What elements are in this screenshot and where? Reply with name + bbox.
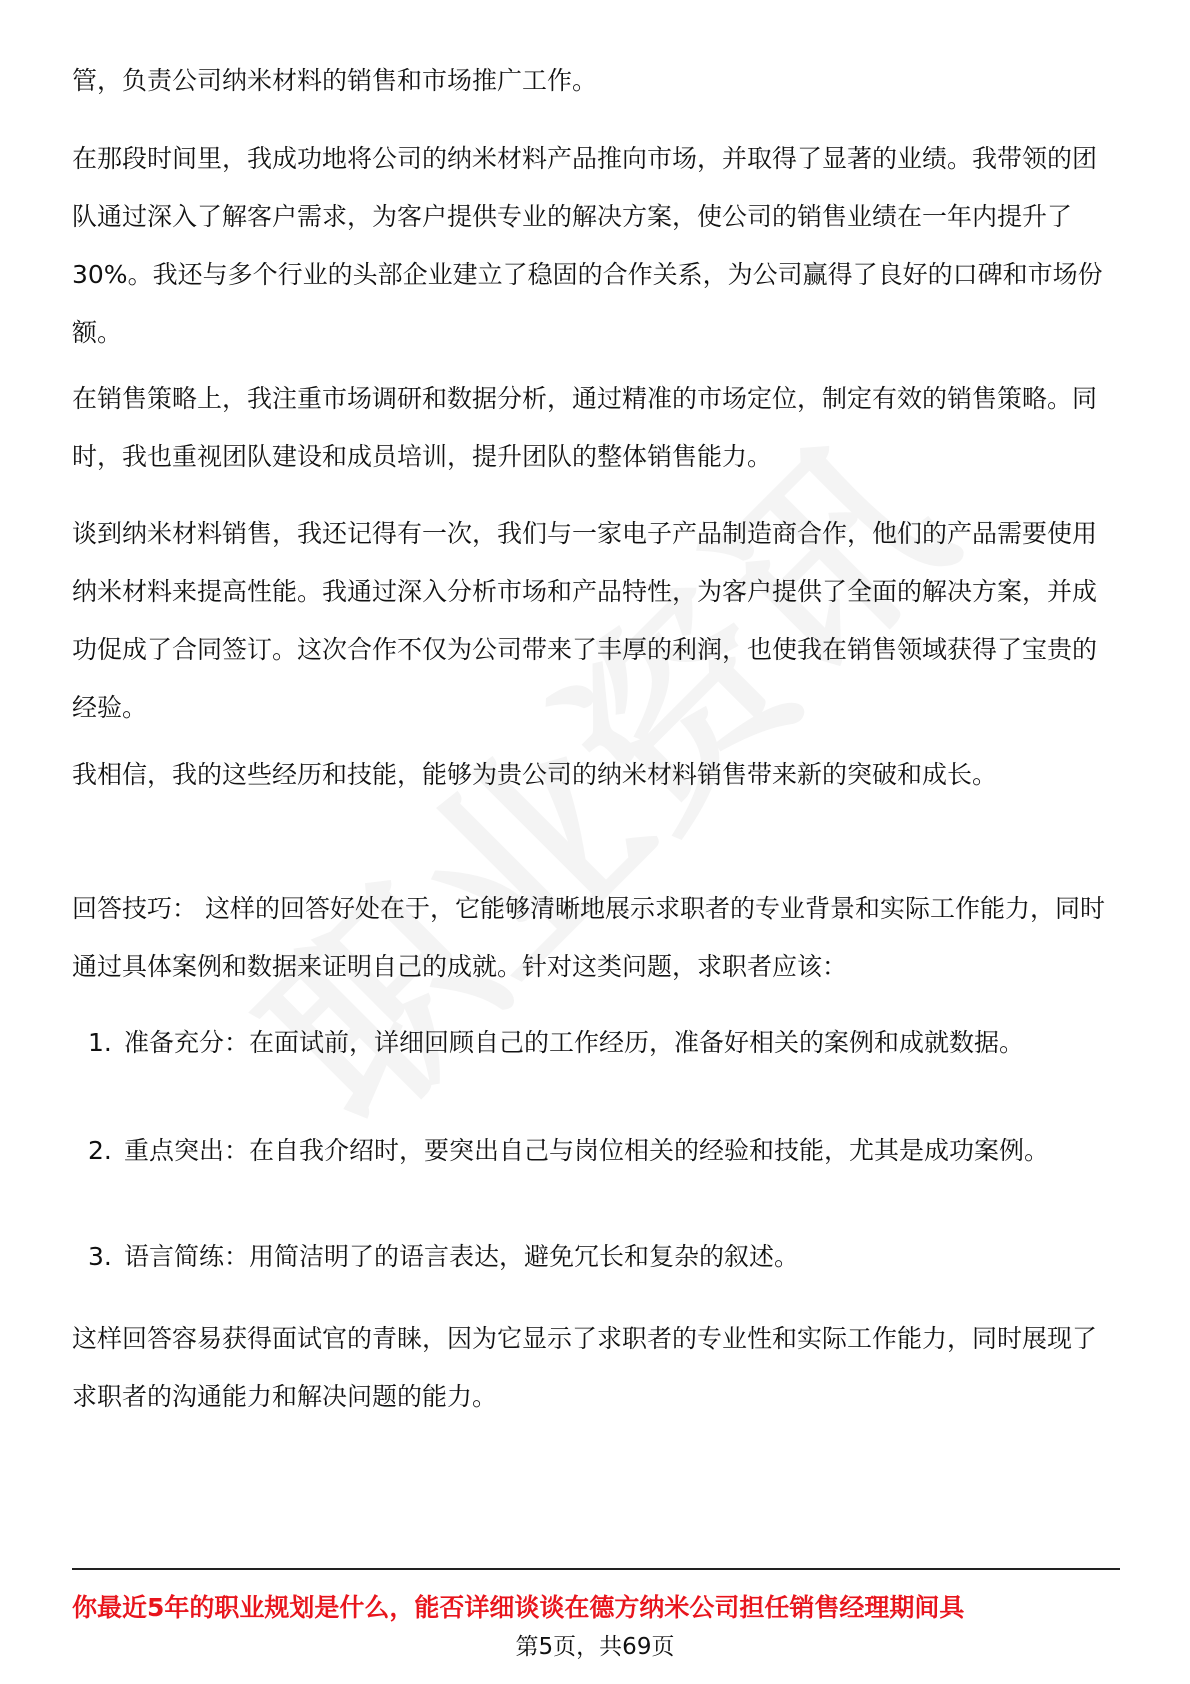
paragraph-answer-tips: 回答技巧： 这样的回答好处在于，它能够清晰地展示求职者的专业背景和实际工作能力，同时通过具体案例和数据来证明自己的成就。针对这类问题，求职者应该：: [72, 894, 1105, 981]
list-item: [88, 1228, 1120, 1286]
paragraph-conclusion: 我相信，我的这些经历和技能，能够为贵公司的纳米材料销售带来新的突破和成长。: [72, 760, 998, 789]
list-item: [88, 1122, 1120, 1180]
list-text: 准备充分：在面试前，详细回顾自己的工作经历，准备好相关的案例和成就数据。: [124, 1028, 1025, 1057]
list-number: 3.: [88, 1242, 112, 1271]
list-number: 2.: [88, 1136, 112, 1165]
list-number: 1.: [88, 1028, 112, 1057]
paragraph-role-intro: 管，负责公司纳米材料的销售和市场推广工作。: [72, 66, 598, 95]
paragraph-achievements: 在那段时间里，我成功地将公司的纳米材料产品推向市场，并取得了显著的业绩。我带领的团队通过深入了解客户需求，为客户提供专业的解决方案，使公司的销售业绩在一年内提升了30%。我还与多个行业的头部企业建立了稳固的合作关系，为公司赢得了良好的口碑和市场份额。: [72, 144, 1103, 347]
list-item: [88, 1014, 1120, 1072]
paragraph-strategy: 在销售策略上，我注重市场调研和数据分析，通过精准的市场定位，制定有效的销售策略。同时，我也重视团队建设和成员培训，提升团队的整体销售能力。: [72, 384, 1098, 471]
page-number: 第5页，共69页: [515, 1634, 675, 1660]
next-question-heading: 你最近5年的职业规划是什么，能否详细谈谈在德方纳米公司担任销售经理期间具: [72, 1593, 965, 1622]
paragraph-case-story: 谈到纳米材料销售，我还记得有一次，我们与一家电子产品制造商合作，他们的产品需要使用纳米材料来提高性能。我通过深入分析市场和产品特性，为客户提供了全面的解决方案，并成功促成了合同签订。这次合作不仅为公司带来了丰厚的利润，也使我在销售领域获得了宝贵的经验。: [72, 519, 1098, 722]
divider: [72, 1568, 1120, 1570]
list-text: 重点突出：在自我介绍时，要突出自己与岗位相关的经验和技能，尤其是成功案例。: [124, 1136, 1050, 1165]
paragraph-closing: 这样回答容易获得面试官的青睐，因为它显示了求职者的专业性和实际工作能力，同时展现了求职者的沟通能力和解决问题的能力。: [72, 1324, 1098, 1411]
list-text: 语言简练：用简洁明了的语言表达，避免冗长和复杂的叙述。: [124, 1242, 800, 1271]
